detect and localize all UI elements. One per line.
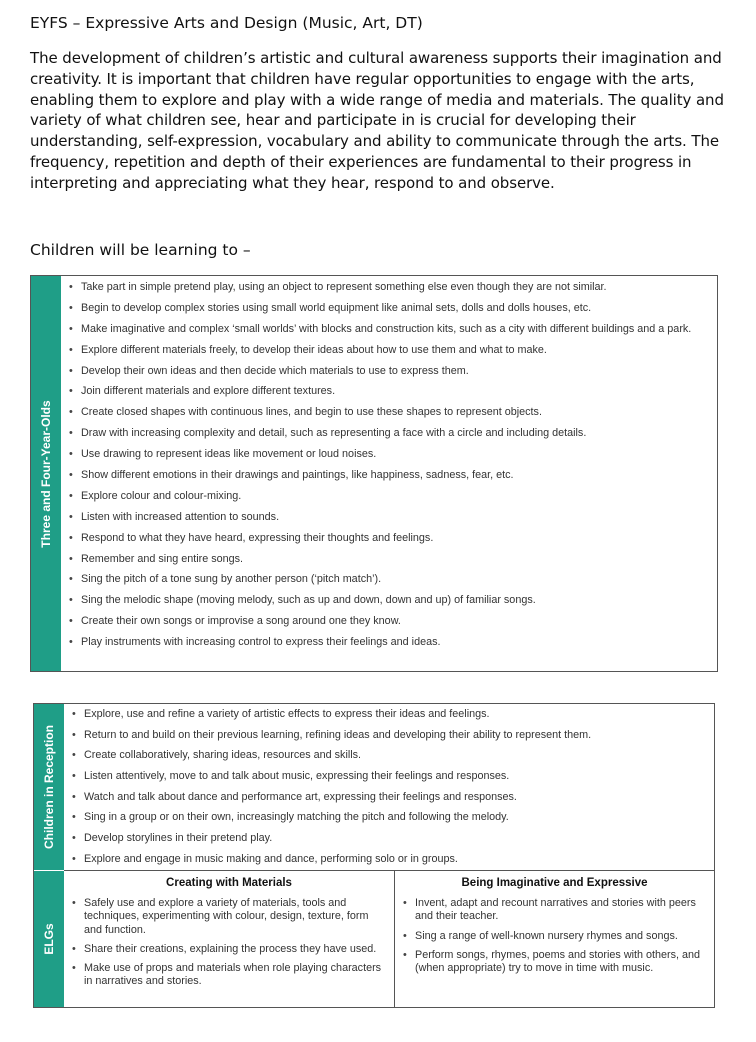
elg-being-imaginative — [394, 871, 714, 1007]
reception-elgs-table — [33, 703, 715, 1008]
elg-column-title: Being Imaginative and Expressive — [461, 877, 648, 889]
list-item: • Play instruments with increasing control to express their feelings and ideas. — [69, 636, 711, 650]
list-item: • Explore, use and refine a variety of artistic effects to express their ideas and feelings. — [72, 708, 708, 721]
list-item: • Create their own songs or improvise a song around one they know. — [69, 615, 711, 629]
list-item: • Share their creations, explaining the process they have used. — [72, 943, 388, 956]
list-item: • Respond to what they have heard, expressing their thoughts and feelings. — [69, 532, 711, 546]
list-item: • Create closed shapes with continuous lines, and begin to use these shapes to represent objects. — [69, 406, 711, 420]
list-item: • Take part in simple pretend play, using an object to represent something else even though they are not similar. — [69, 281, 711, 295]
list-item: • Create collaboratively, sharing ideas, resources and skills. — [72, 749, 708, 762]
elg-left-list — [64, 897, 394, 989]
list-item: • Sing the pitch of a tone sung by another person (‘pitch match’). — [69, 573, 711, 587]
list-item: • Sing in a group or on their own, increasingly matching the pitch and following the melody. — [72, 811, 708, 824]
elg-column-title: Creating with Materials — [166, 877, 292, 889]
list-item: • Invent, adapt and recount narratives and stories with peers and their teacher. — [403, 897, 708, 924]
list-item: • Sing the melodic shape (moving melody, such as up and down, down and up) of familiar songs. — [69, 594, 711, 608]
elgs-label: ELGs — [42, 923, 56, 955]
list-item: • Sing a range of well-known nursery rhymes and songs. — [403, 930, 708, 943]
list-item: • Develop their own ideas and then decide which materials to use to express them. — [69, 365, 711, 379]
list-item: • Return to and build on their previous learning, refining ideas and developing their ability to represent them. — [72, 729, 708, 742]
elgs-side-bar — [34, 871, 64, 1007]
learning-label: Children will be learning to – — [30, 241, 251, 259]
list-item: • Safely use and explore a variety of materials, tools and techniques, experimenting with colour, design, texture, form and function. — [72, 897, 388, 937]
elg-right-list — [395, 897, 714, 975]
list-item: • Draw with increasing complexity and detail, such as representing a face with a circle and including details. — [69, 427, 711, 441]
list-item: • Watch and talk about dance and performance art, expressing their feelings and responses. — [72, 791, 708, 804]
list-item: • Use drawing to represent ideas like movement or loud noises. — [69, 448, 711, 462]
list-item: • Listen attentively, move to and talk about music, expressing their feelings and responses. — [72, 770, 708, 783]
list-item: • Make imaginative and complex ‘small worlds’ with blocks and construction kits, such as a city with different buildings and a park. — [69, 323, 711, 337]
reception-list — [72, 708, 708, 874]
elg-creating-with-materials — [64, 871, 394, 1007]
page-title: EYFS – Expressive Arts and Design (Music, Art, DT) — [30, 14, 423, 32]
list-item: • Perform songs, rhymes, poems and stories with others, and (when appropriate) try to move in time with music. — [403, 949, 708, 976]
list-item: • Make use of props and materials when role playing characters in narratives and stories. — [72, 962, 388, 989]
list-item: • Explore colour and colour-mixing. — [69, 490, 711, 504]
list-item: • Begin to develop complex stories using small world equipment like animal sets, dolls and dolls houses, etc. — [69, 302, 711, 316]
list-item: • Join different materials and explore different textures. — [69, 385, 711, 399]
list-item: • Develop storylines in their pretend play. — [72, 832, 708, 845]
reception-label: Children in Reception — [42, 724, 56, 850]
list-item: • Remember and sing entire songs. — [69, 553, 711, 567]
three-four-label: Three and Four-Year-Olds — [39, 399, 53, 548]
list-item: • Show different emotions in their drawings and paintings, like happiness, sadness, fear, etc. — [69, 469, 711, 483]
three-four-side-bar — [31, 276, 61, 671]
list-item: • Explore and engage in music making and dance, performing solo or in groups. — [72, 853, 708, 866]
three-four-list — [69, 281, 711, 657]
three-four-year-olds-table — [30, 275, 718, 672]
reception-side-bar — [34, 704, 64, 870]
list-item: • Explore different materials freely, to develop their ideas about how to use them and what to make. — [69, 344, 711, 358]
intro-paragraph: The development of children’s artistic and cultural awareness supports their imagination and creativity. It is important that children have regular opportunities to engage with the arts, enabling them to explore and play with a wide range of media and materials. The quality and variety of what children see, hear and participate in is crucial for developing their understanding, self-expression, vocabulary and ability to communicate through the arts. The frequency, repetition and depth of their experiences are fundamental to their progress in interpreting and appreciating what they hear, respond to and observe. — [30, 49, 724, 192]
list-item: • Listen with increased attention to sounds. — [69, 511, 711, 525]
